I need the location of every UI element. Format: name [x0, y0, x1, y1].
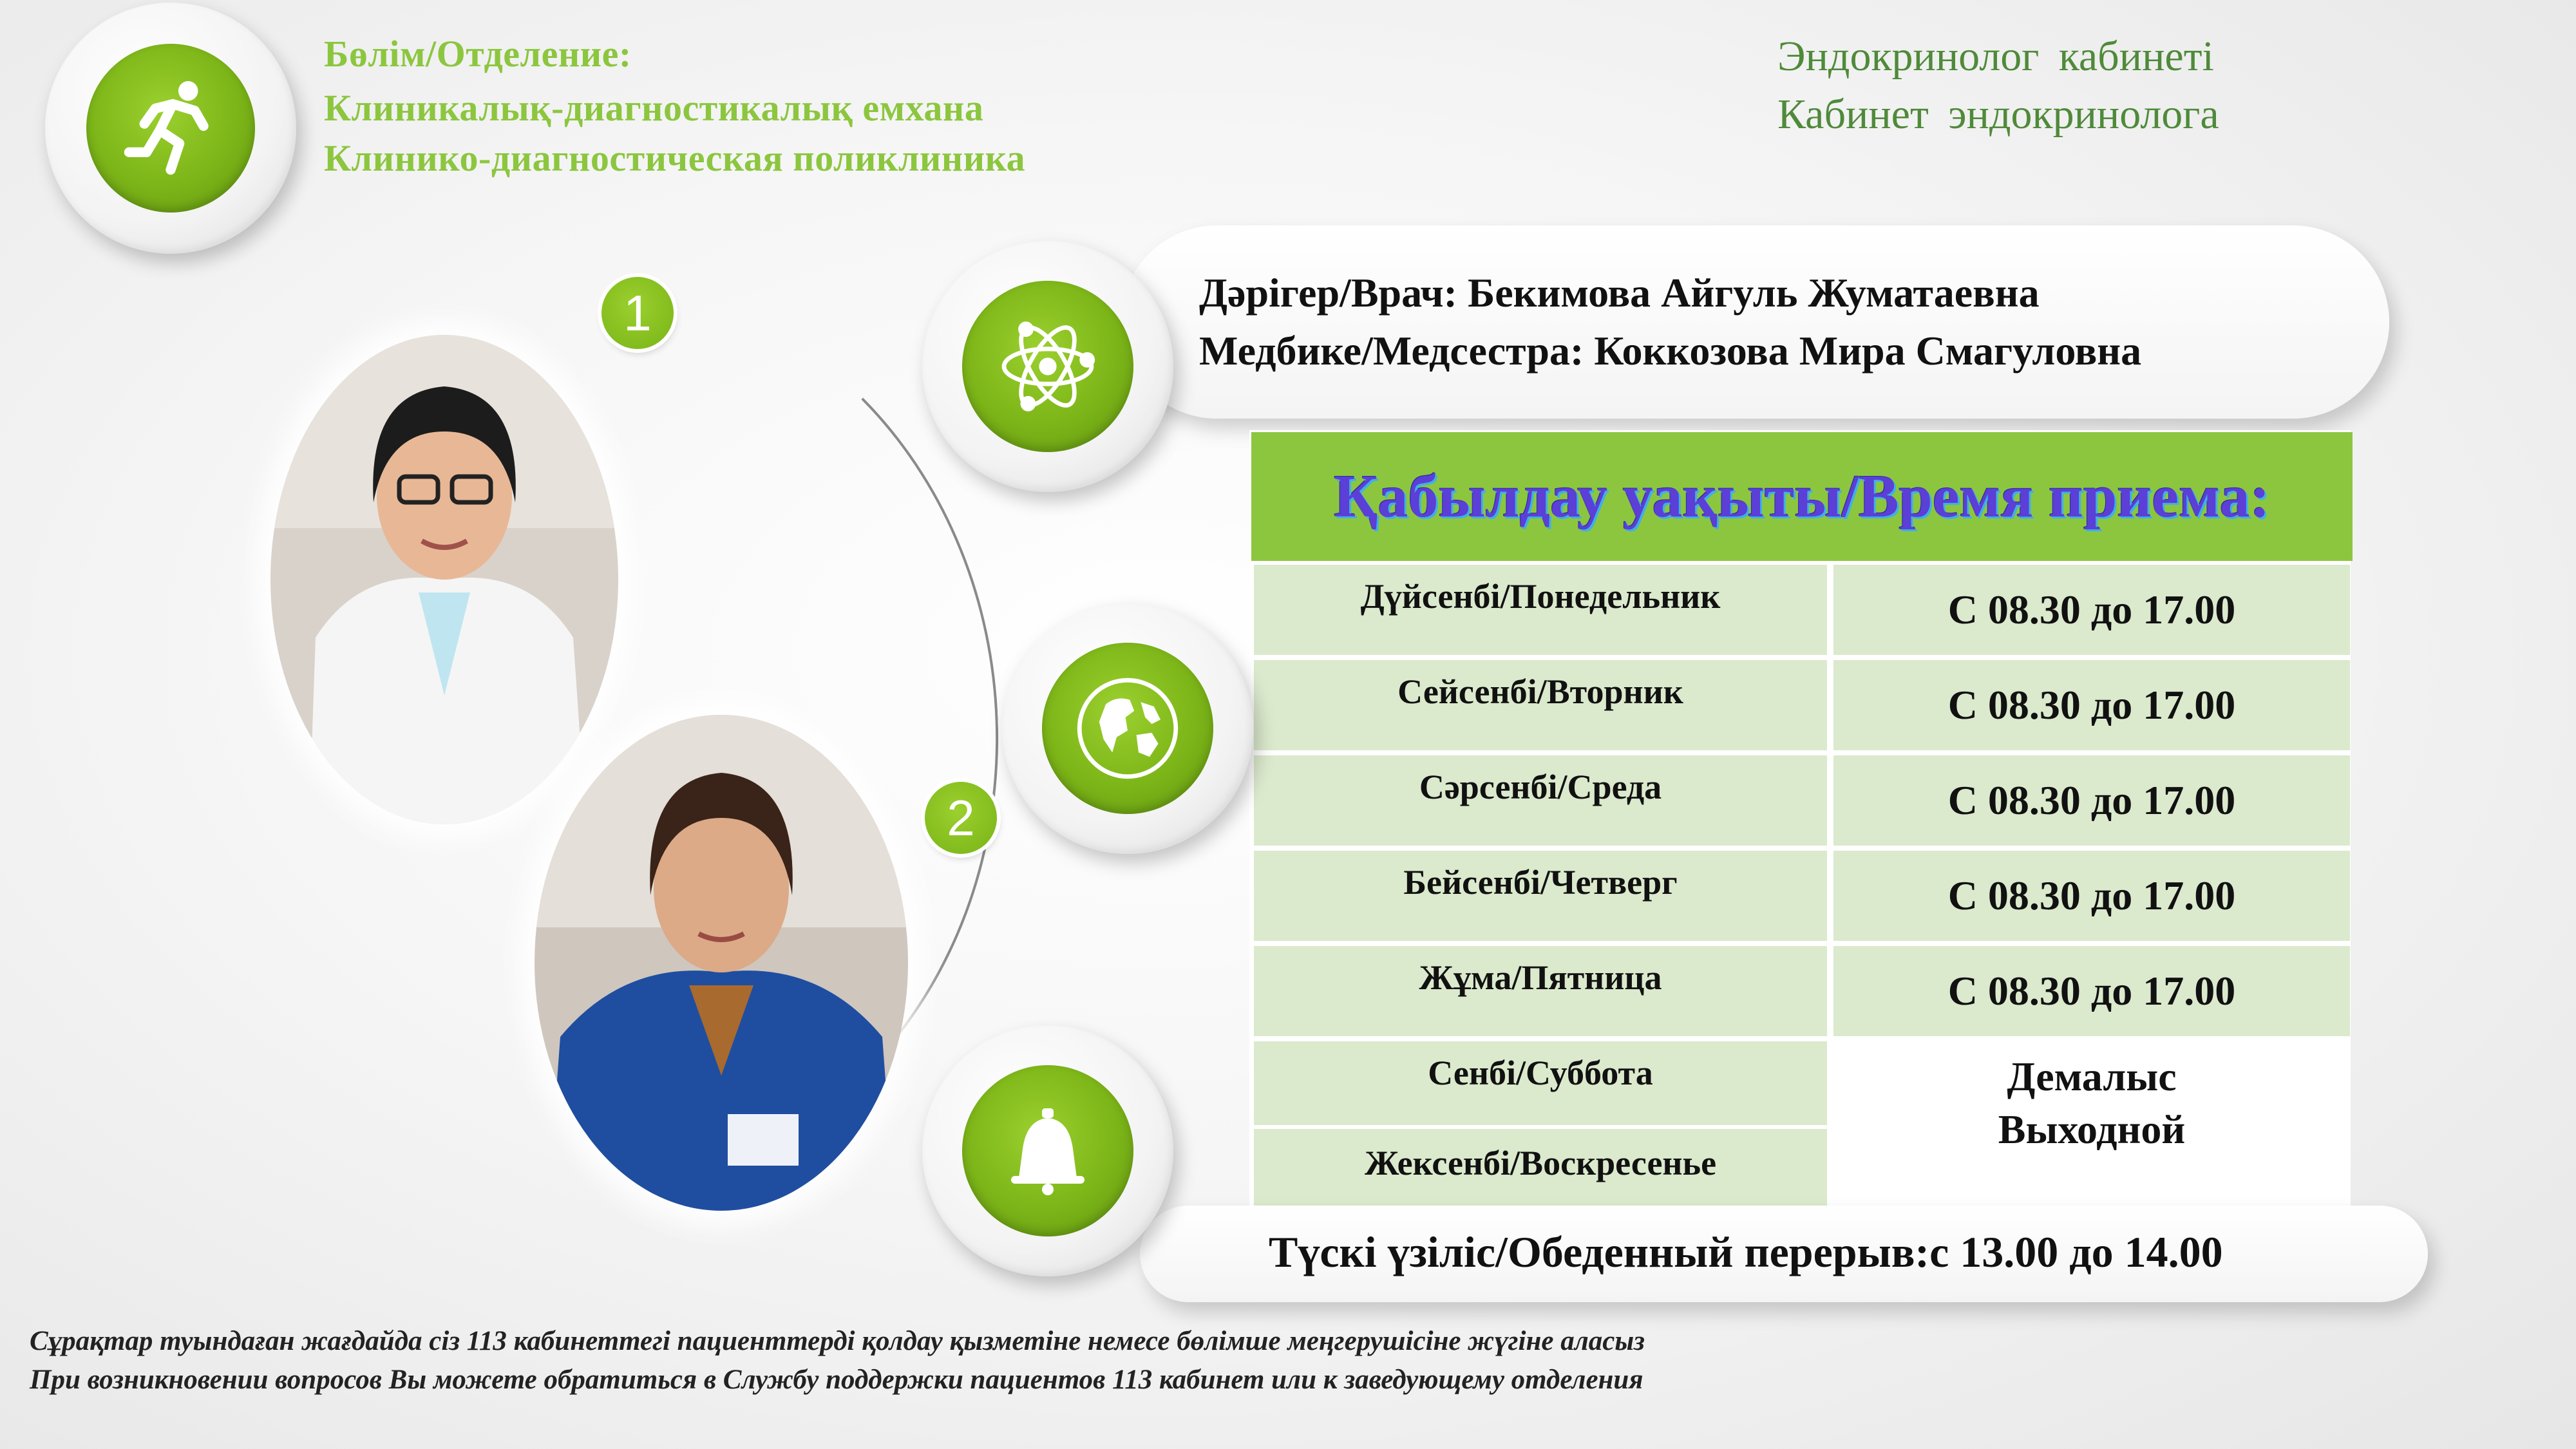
time-cell-monday: С 08.30 до 17.00: [1833, 565, 2350, 655]
day-cell-thursday: Бейсенбі/Четверг: [1254, 851, 1827, 941]
day-cell-sunday: Жексенбі/Воскресенье: [1254, 1129, 1827, 1209]
cabinet-name-kk: Эндокринолог кабинеті: [1777, 33, 2214, 80]
weekend-status-kk: Демалыс: [2007, 1054, 2177, 1099]
time-cell-thursday: С 08.30 до 17.00: [1833, 851, 2350, 941]
day-cell-friday: Жұма/Пятница: [1254, 946, 1827, 1036]
day-cell-tuesday: Сейсенбі/Вторник: [1254, 660, 1827, 750]
nurse-name: Медбике/Медсестра: Коккозова Мира Смагуловна: [1199, 328, 2142, 374]
day-cell-wednesday: Сәрсенбі/Среда: [1254, 755, 1827, 846]
footer-note-kk: Сұрақтар туындаған жағдайда сіз 113 кабинеттегі пациенттерді қолдау қызметіне немесе бөлімше меңгерушісіне жүгіне аласыз: [30, 1326, 1645, 1356]
nurse-photo: [535, 715, 908, 1211]
doctor-photo: [270, 335, 618, 824]
day-cell-saturday: Сенбі/Суббота: [1254, 1041, 1827, 1125]
doctor-name: Дәрігер/Врач: Бекимова Айгуль Жуматаевна: [1199, 270, 2040, 316]
atom-icon: [962, 281, 1133, 452]
cabinet-name-ru: Кабинет эндокринолога: [1777, 91, 2219, 138]
day-cell-monday: Дүйсенбі/Понедельник: [1254, 565, 1827, 655]
time-cell-tuesday: С 08.30 до 17.00: [1833, 660, 2350, 750]
step-number-2: 2: [925, 782, 997, 854]
bell-icon: [962, 1065, 1133, 1236]
department-name-ru: Клинико-диагностическая поликлиника: [324, 137, 1026, 179]
step-number-1: 1: [601, 277, 674, 349]
time-cell-wednesday: С 08.30 до 17.00: [1833, 755, 2350, 846]
staff-info-panel: [1121, 225, 2389, 419]
footer-note-ru: При возникновении вопросов Вы можете обратиться в Службу поддержки пациентов 113 кабинет или к заведующему отделения: [30, 1365, 1643, 1395]
schedule-header: [1251, 432, 2353, 561]
staff-icon-badge: [922, 241, 1173, 492]
schedule-title: Қабылдау уақыты/Время приема:: [1334, 463, 2270, 530]
schedule-table: [1249, 430, 2351, 1209]
department-label: Бөлім/Отделение:: [324, 33, 632, 75]
time-cell-friday: С 08.30 до 17.00: [1833, 946, 2350, 1036]
weekend-status-cell: [1833, 1041, 2350, 1209]
schedule-icon-badge: [1002, 603, 1253, 854]
globe-icon: [1042, 643, 1213, 814]
weekend-status-ru: Выходной: [1998, 1106, 2186, 1152]
lunch-break-text: Түскі үзіліс/Обеденный перерыв:с 13.00 до 14.00: [1269, 1227, 2223, 1276]
running-person-icon: [86, 44, 255, 213]
department-name-kk: Клиникалық-диагностикалық емхана: [324, 87, 984, 129]
lunch-icon-badge: [922, 1025, 1173, 1276]
department-icon-badge: [45, 3, 296, 254]
